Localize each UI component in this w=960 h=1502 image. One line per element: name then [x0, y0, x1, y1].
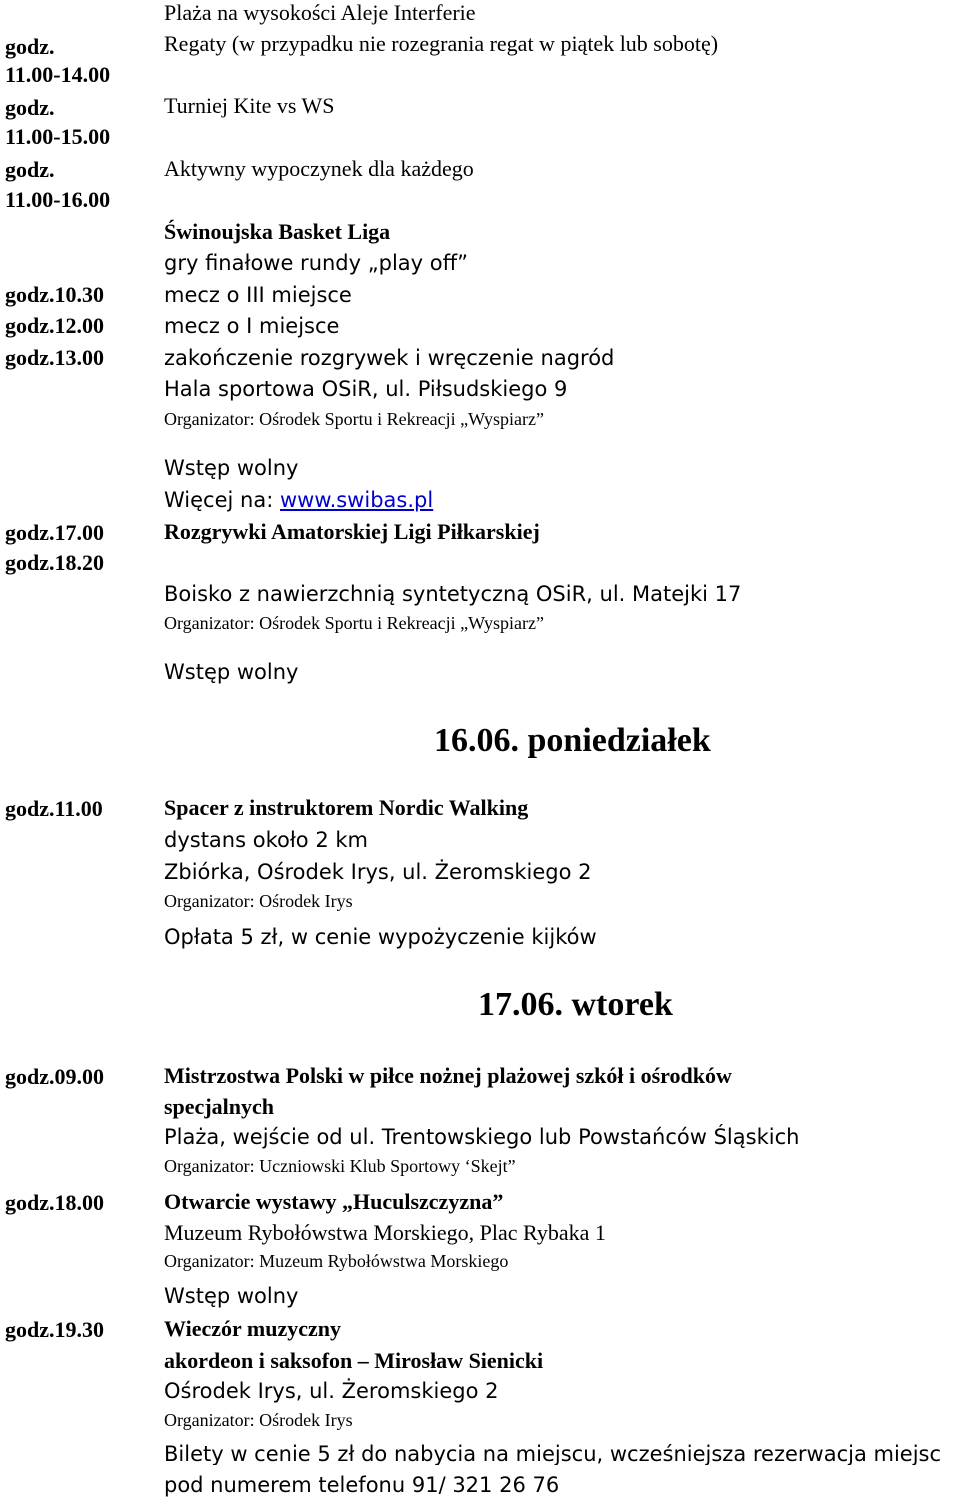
- event-basket-subtitle: gry finałowe rundy „play off”: [164, 251, 468, 275]
- event-distance: dystans około 2 km: [164, 828, 368, 852]
- time-label: godz.12.00: [5, 313, 104, 338]
- time-label: godz.18.20: [5, 550, 104, 575]
- event-wystawa-title: Otwarcie wystawy „Huculszczyzna”: [164, 1189, 504, 1214]
- organizer-line: Organizator: Uczniowski Klub Sportowy ‘Skejt”: [164, 1156, 516, 1176]
- event-regaty: Regaty (w przypadku nie rozegrania regat w piątek lub sobotę): [164, 31, 719, 56]
- time-label: godz.09.00: [5, 1064, 104, 1089]
- fee-info: Opłata 5 zł, w cenie wypożyczenie kijków: [164, 925, 597, 949]
- venue-irys: Ośrodek Irys, ul. Żeromskiego 2: [164, 1379, 499, 1403]
- more-info-label: Więcej na:: [164, 488, 280, 512]
- organizer-line: Organizator: Ośrodek Sportu i Rekreacji „Wyspiarz”: [164, 613, 544, 633]
- entry-free: Wstęp wolny: [164, 456, 299, 480]
- meeting-point: Zbiórka, Ośrodek Irys, ul. Żeromskiego 2: [164, 860, 592, 884]
- venue-plaza: Plaża, wejście od ul. Trentowskiego lub Powstańców Śląskich: [164, 1125, 800, 1149]
- organizer-line: Organizator: Ośrodek Sportu i Rekreacji „Wyspiarz”: [164, 409, 544, 429]
- time-label: godz.10.30: [5, 282, 104, 307]
- swibas-link[interactable]: www.swibas.pl: [279, 488, 434, 512]
- organizer-line: Organizator: Ośrodek Irys: [164, 1410, 353, 1430]
- time-label: 11.00-15.00: [5, 124, 111, 149]
- event-nordic-title: Spacer z instruktorem Nordic Walking: [164, 795, 529, 820]
- venue-header-line: Plaża na wysokości Aleje Interferie: [164, 0, 476, 25]
- event-wieczor-performers: akordeon i saksofon – Mirosław Sienicki: [164, 1348, 544, 1373]
- organizer-line: Organizator: Ośrodek Irys: [164, 891, 353, 911]
- zakonczenie: zakończenie rozgrywek i wręczenie nagród: [164, 346, 615, 370]
- venue-hala: Hala sportowa OSiR, ul. Piłsudskiego 9: [164, 377, 568, 401]
- venue-boisko: Boisko z nawierzchnią syntetyczną OSiR, ul. Matejki 17: [164, 582, 742, 606]
- entry-free: Wstęp wolny: [164, 1284, 299, 1308]
- time-label: godz.17.00: [5, 520, 104, 545]
- time-label: godz.19.30: [5, 1317, 104, 1342]
- venue-muzeum: Muzeum Rybołówstwa Morskiego, Plac Rybaka 1: [164, 1220, 606, 1245]
- time-label: godz.13.00: [5, 345, 104, 370]
- more-info: [164, 490, 433, 511]
- event-mistrzostwa-title-cont: specjalnych: [164, 1094, 274, 1119]
- event-basket-title: Świnoujska Basket Liga: [164, 219, 391, 244]
- mecz-iii: mecz o III miejsce: [164, 283, 352, 307]
- time-label: godz.18.00: [5, 1190, 104, 1215]
- ticket-info: Bilety w cenie 5 zł do nabycia na miejscu, wcześniejsza rezerwacja miejsc: [164, 1444, 942, 1465]
- organizer-line: Organizator: Muzeum Rybołówstwa Morskiego: [164, 1251, 509, 1271]
- time-label: godz.: [5, 157, 55, 182]
- event-liga-title: Rozgrywki Amatorskiej Ligi Piłkarskiej: [164, 519, 540, 544]
- event-kite: Turniej Kite vs WS: [164, 93, 335, 118]
- day-heading: 17.06. wtorek: [478, 986, 673, 1023]
- event-aktywny: Aktywny wypoczynek dla każdego: [164, 156, 474, 181]
- time-label: godz.: [5, 34, 55, 59]
- event-wieczor-title: Wieczór muzyczny: [164, 1316, 341, 1341]
- mecz-i: mecz o I miejsce: [164, 314, 340, 338]
- day-heading: 16.06. poniedziałek: [434, 722, 711, 759]
- event-mistrzostwa-title: Mistrzostwa Polski w piłce nożnej plażowej szkół i ośrodków: [164, 1063, 732, 1088]
- entry-free: Wstęp wolny: [164, 660, 299, 684]
- time-label: 11.00-14.00: [5, 62, 111, 87]
- time-label: godz.11.00: [5, 796, 103, 821]
- time-label: godz.: [5, 95, 55, 120]
- time-label: 11.00-16.00: [5, 187, 111, 212]
- ticket-phone: pod numerem telefonu 91/ 321 26 76: [164, 1473, 560, 1497]
